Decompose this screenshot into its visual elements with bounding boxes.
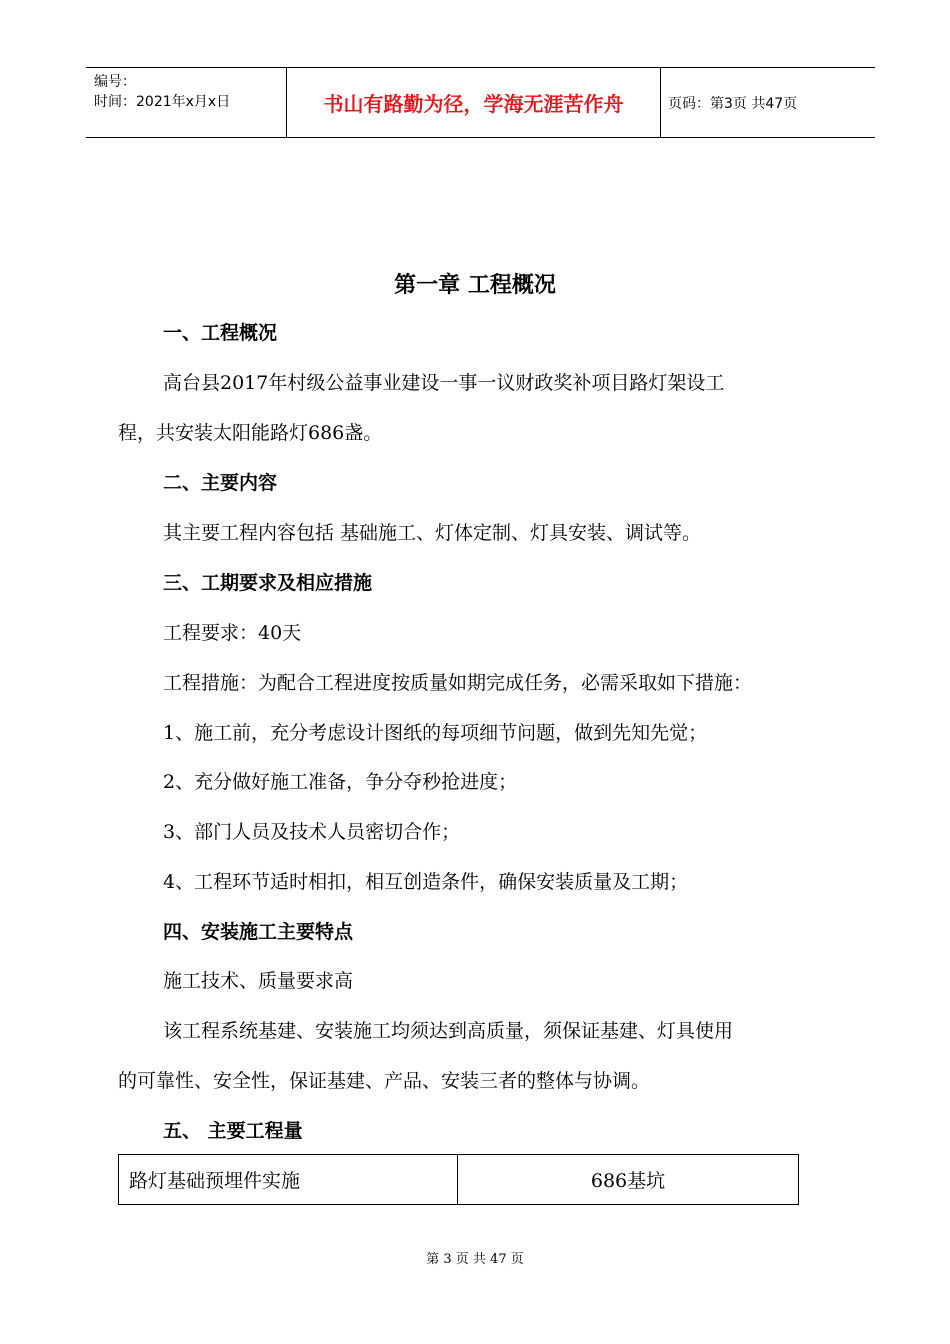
section-4-subheading: 施工技术、质量要求高 xyxy=(163,970,354,992)
table-row xyxy=(119,1155,799,1205)
time-label: 时间：2021年x月x日 xyxy=(94,94,231,110)
number-label: 编号： xyxy=(94,74,136,90)
header-motto: 书山有路勤为径，学海无涯苦作舟 xyxy=(286,68,661,137)
page-footer: 第 3 页 共 47 页 xyxy=(426,1252,524,1267)
measure-item-4: 4、工程环节适时相扣，相互创造条件，确保安装质量及工期； xyxy=(163,871,689,893)
measure-item-2: 2、充分做好施工准备，争分夺秒抢进度； xyxy=(163,771,518,793)
section-1-text-line1: 高台县2017年村级公益事业建设一事一议财政奖补项目路灯架设工 xyxy=(163,372,725,394)
page-header xyxy=(86,67,875,138)
section-1-text-line2: 程，共安装太阳能路灯686盏。 xyxy=(118,422,383,444)
section-4-text-line1: 该工程系统基建、安装施工均须达到高质量，须保证基建、灯具使用 xyxy=(163,1020,734,1042)
section-1-heading: 一、工程概况 xyxy=(163,322,278,344)
table-cell-amount: 686基坑 xyxy=(458,1155,799,1205)
measure-item-3: 3、部门人员及技术人员密切合作； xyxy=(163,821,461,843)
section-5-heading: 五、 主要工程量 xyxy=(163,1120,303,1142)
header-page-info: 页码：第3页 共47页 xyxy=(668,95,798,112)
section-2-heading: 二、主要内容 xyxy=(163,472,278,494)
section-4-heading: 四、安装施工主要特点 xyxy=(163,921,354,943)
chapter-title: 第一章 工程概况 xyxy=(394,273,556,298)
section-3-measures: 工程措施：为配合工程进度按质量如期完成任务，必需采取如下措施： xyxy=(163,672,753,694)
measure-item-1: 1、施工前，充分考虑设计图纸的每项细节问题，做到先知先觉； xyxy=(163,722,708,744)
quantity-table xyxy=(118,1154,799,1205)
section-4-text-line2: 的可靠性、安全性，保证基建、产品、安装三者的整体与协调。 xyxy=(118,1070,651,1092)
header-left xyxy=(94,72,286,112)
section-2-text: 其主要工程内容包括 基础施工、灯体定制、灯具安装、调试等。 xyxy=(163,522,702,544)
section-3-requirement: 工程要求：40天 xyxy=(163,622,302,644)
section-3-heading: 三、工期要求及相应措施 xyxy=(163,572,373,594)
table-cell-item: 路灯基础预埋件实施 xyxy=(119,1155,458,1205)
